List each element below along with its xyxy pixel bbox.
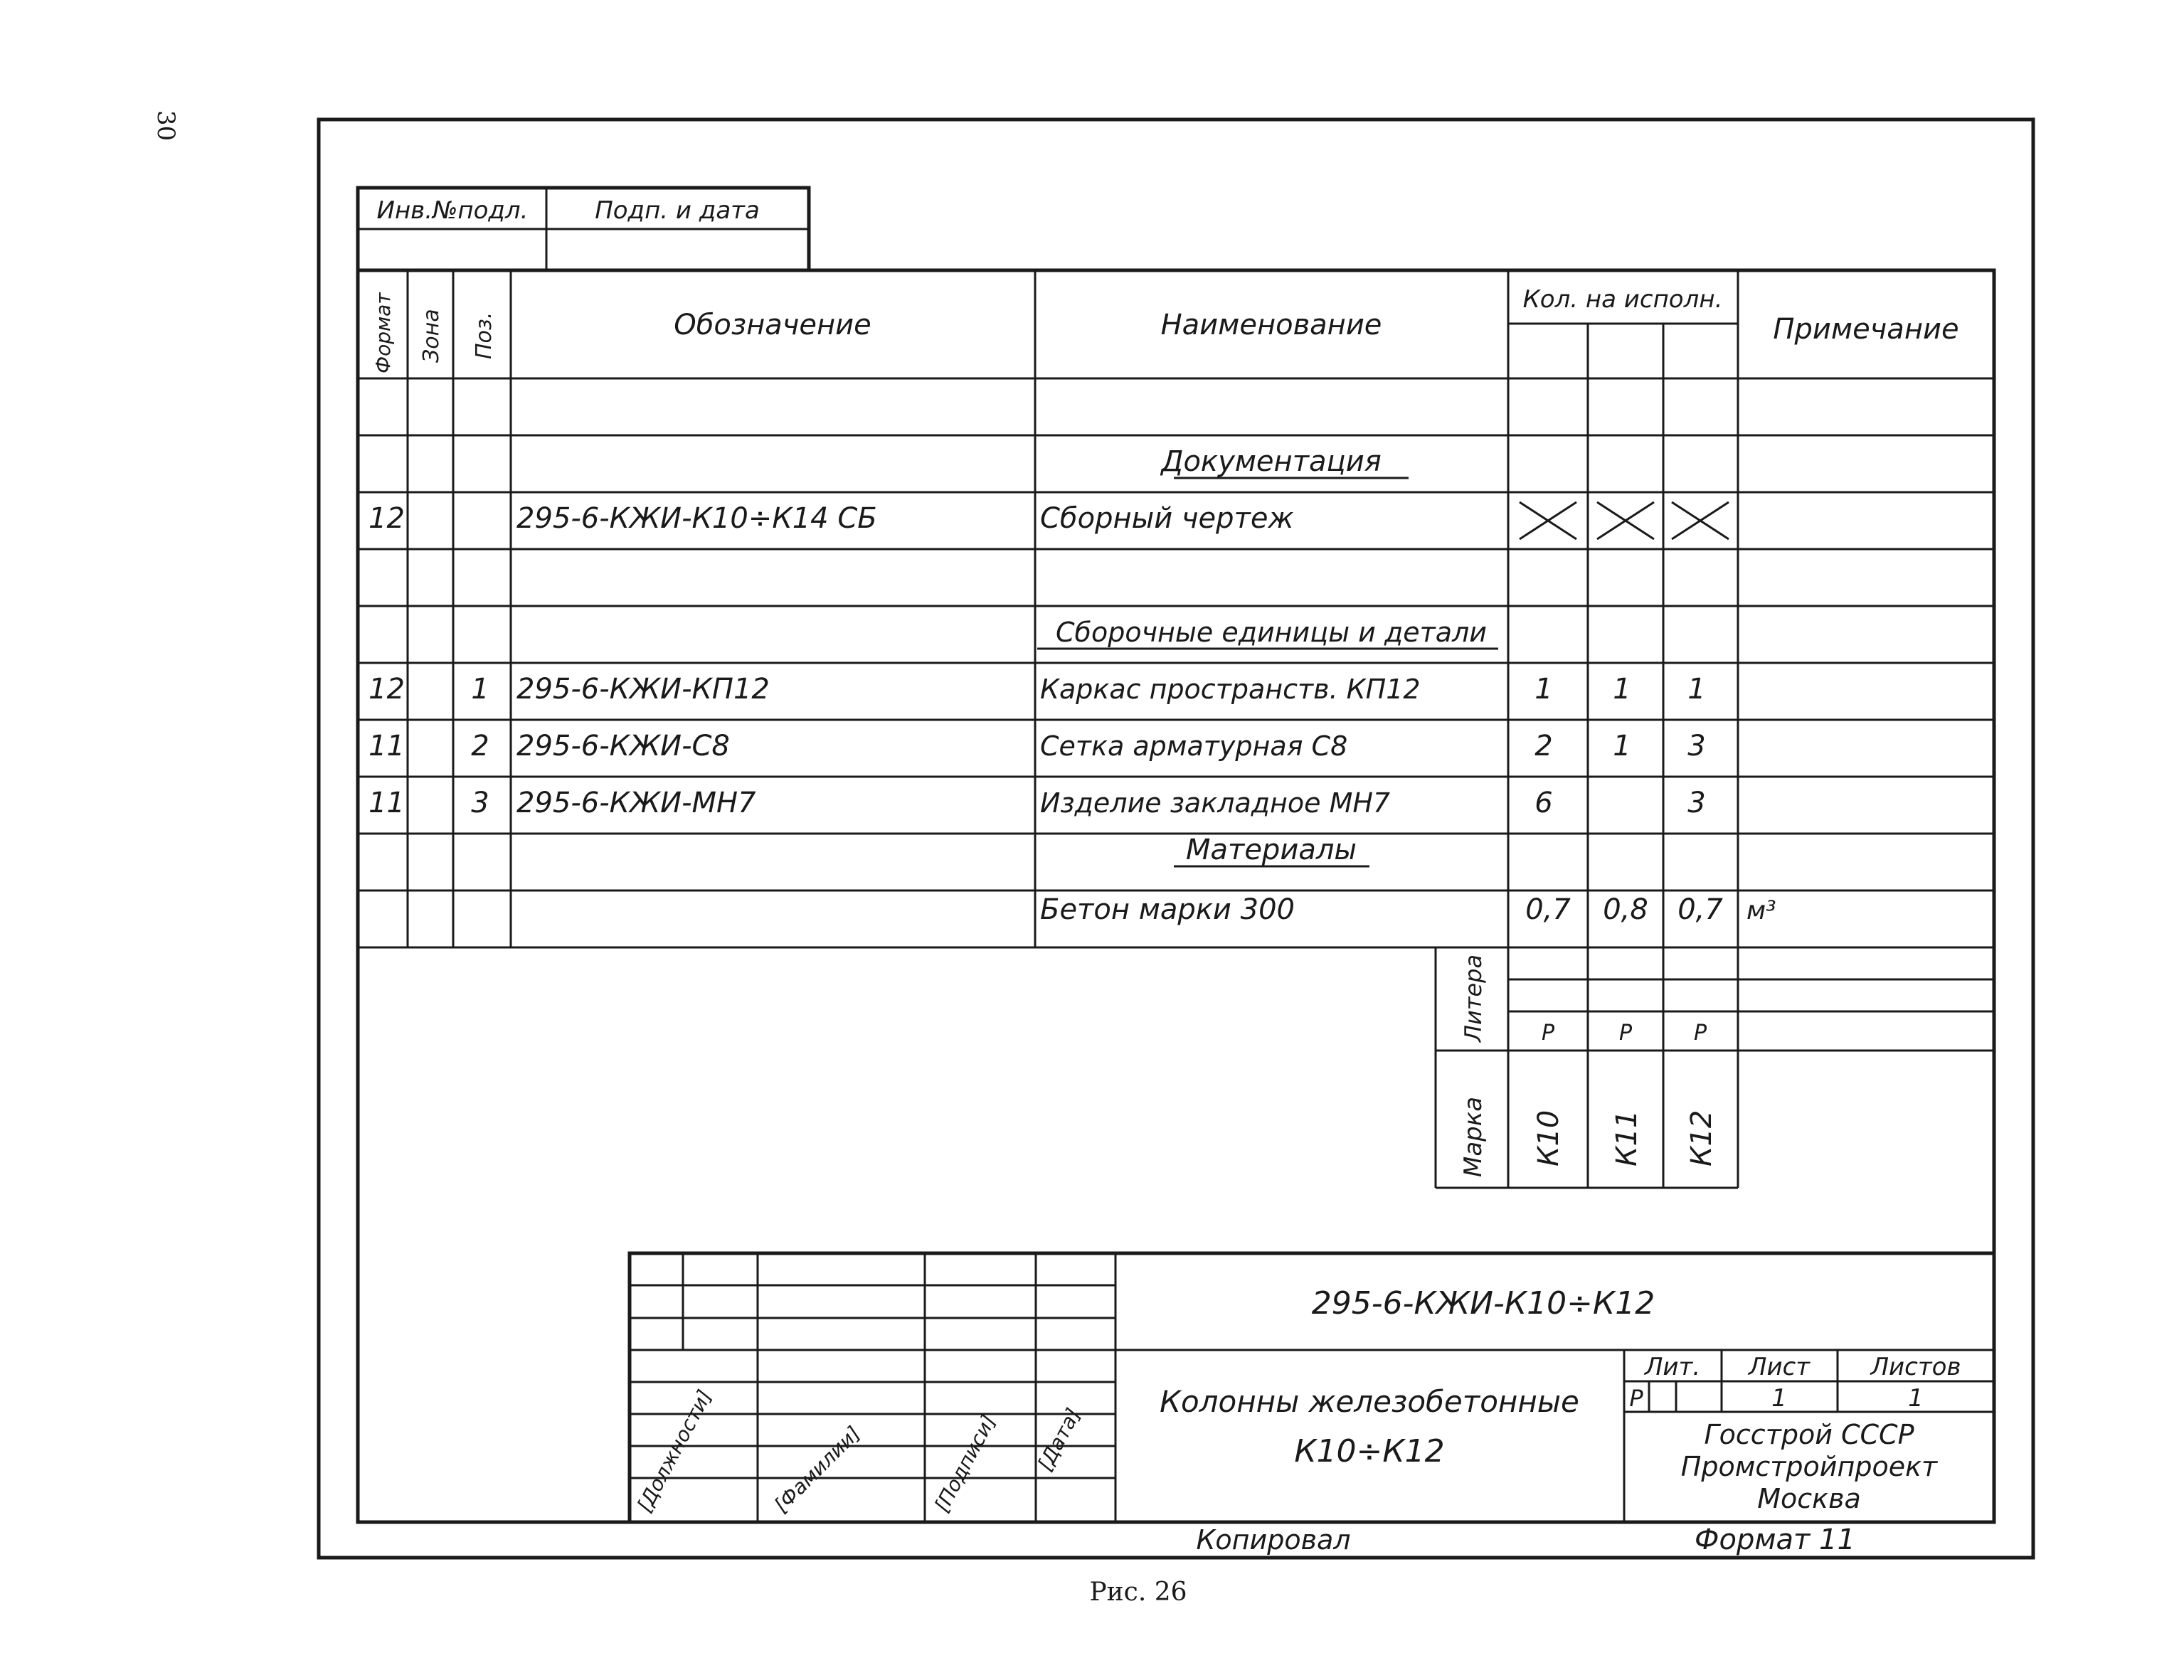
section-materials: Материалы	[1186, 834, 1357, 866]
figure-caption: Рис. 26	[1089, 1578, 1187, 1607]
footer-format: Формат 11	[1695, 1524, 1855, 1556]
row-10-q2: 0,8	[1603, 893, 1648, 926]
row-3-format: 12	[369, 502, 405, 535]
row-10-note: м³	[1746, 896, 1776, 925]
row-7-q3: 3	[1687, 730, 1706, 762]
page-number: 30	[152, 110, 180, 142]
row-8-q3: 3	[1687, 787, 1706, 819]
litera-value-2: Р	[1618, 1021, 1633, 1046]
row-10-q1: 0,7	[1525, 893, 1571, 926]
row-6-pos: 1	[471, 673, 489, 706]
marka-value-2: К11	[1611, 1110, 1643, 1166]
row-7-q1: 2	[1534, 730, 1553, 762]
marka-value-3: К12	[1685, 1110, 1718, 1166]
header-format: Формат	[371, 292, 395, 373]
lit-label: Лит.	[1644, 1353, 1701, 1381]
header-designation: Обозначение	[674, 309, 871, 341]
row-7-designation: 295-6-КЖИ-С8	[516, 730, 730, 762]
row-10-q3: 0,7	[1677, 893, 1723, 926]
row-6-designation: 295-6-КЖИ-КП12	[516, 673, 770, 706]
row-6-q1: 1	[1534, 673, 1553, 706]
footer-copied: Копировал	[1196, 1524, 1351, 1556]
org-line3: Москва	[1757, 1483, 1861, 1514]
row-8-designation: 295-6-КЖИ-МН7	[516, 787, 756, 819]
row-10-name: Бетон марки 300	[1040, 893, 1295, 926]
row-7-pos: 2	[471, 730, 489, 762]
drawing-title-line1: Колонны железобетонные	[1160, 1384, 1579, 1419]
row-3-name: Сборный чертеж	[1040, 502, 1294, 535]
spec-table-grid	[358, 270, 1994, 1188]
row-7-q2: 1	[1613, 730, 1631, 762]
row-6-q3: 1	[1687, 673, 1706, 706]
row-7-name: Сетка арматурная С8	[1040, 730, 1348, 762]
row-6-format: 12	[369, 673, 405, 706]
sheets-value: 1	[1908, 1384, 1924, 1413]
header-pos: Поз.	[472, 312, 497, 359]
role-surnames: [Фамилии]	[769, 1421, 865, 1517]
inventory-number-label: Инв.№подл.	[376, 196, 529, 225]
sheet-value: 1	[1771, 1384, 1787, 1413]
row-8-format: 11	[369, 787, 405, 819]
row-6-name: Каркас пространств. КП12	[1040, 674, 1421, 705]
lit-value: Р	[1629, 1385, 1643, 1412]
marka-label: Марка	[1459, 1096, 1488, 1177]
sheet-label: Лист	[1748, 1353, 1811, 1381]
litera-value-1: Р	[1541, 1021, 1555, 1046]
sign-date-label: Подп. и дата	[595, 196, 760, 225]
org-line2: Промстройпроект	[1680, 1451, 1938, 1482]
drawing-title-line2: К10÷К12	[1294, 1433, 1445, 1469]
header-zone: Зона	[419, 309, 444, 363]
row-8-q1: 6	[1534, 787, 1553, 819]
row-3-designation: 295-6-КЖИ-К10÷К14 СБ	[516, 502, 877, 535]
section-assembly-units: Сборочные единицы и детали	[1055, 617, 1488, 648]
drawing-code: 295-6-КЖИ-К10÷К12	[1311, 1285, 1655, 1322]
row-8-name: Изделие закладное МН7	[1040, 787, 1391, 819]
litera-value-3: Р	[1693, 1021, 1707, 1046]
section-documentation: Документация	[1161, 445, 1382, 478]
role-date: [Дата]	[1033, 1404, 1086, 1475]
litera-label: Литера	[1460, 954, 1487, 1042]
header-name: Наименование	[1160, 309, 1382, 341]
org-line1: Госстрой СССР	[1704, 1419, 1914, 1450]
sheets-label: Листов	[1870, 1353, 1961, 1381]
row-6-q2: 1	[1613, 673, 1631, 706]
row-7-format: 11	[369, 730, 405, 762]
row-8-pos: 3	[471, 787, 489, 819]
header-qty: Кол. на исполн.	[1522, 285, 1723, 314]
role-signatures: [Подписи]	[930, 1410, 1001, 1516]
role-positions: [Должности]	[632, 1386, 717, 1516]
row-3-qty-crosses	[1520, 502, 1729, 539]
marka-value-1: К10	[1532, 1110, 1565, 1166]
header-note: Примечание	[1773, 313, 1959, 346]
